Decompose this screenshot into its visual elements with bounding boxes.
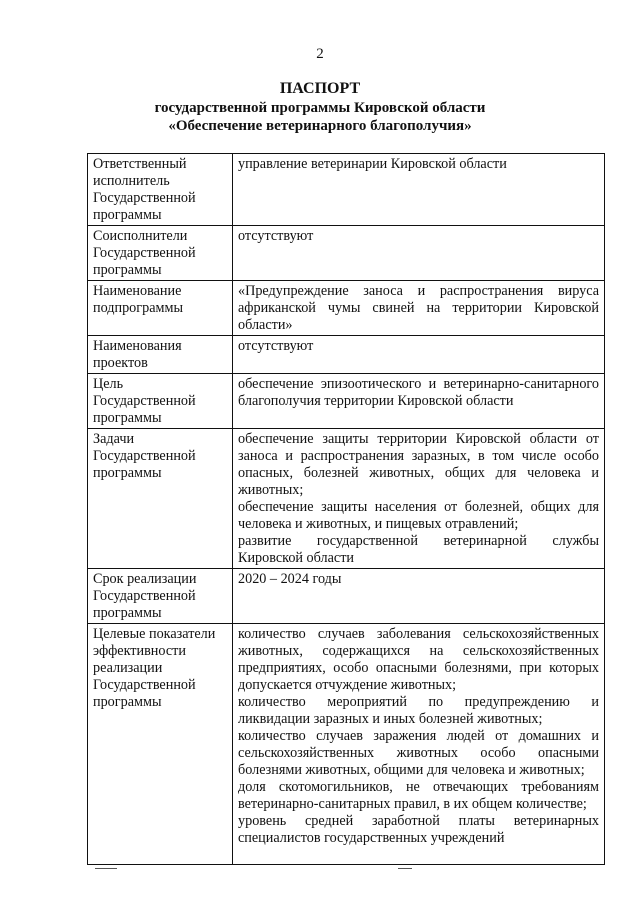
row-label: Задачи Государственной программы	[88, 429, 233, 569]
row-value-line: уровень средней заработной платы ветеринарных специалистов государственных учреждений	[238, 813, 599, 846]
row-value-line: «Предупреждение заноса и распространения вируса африканской чумы свиней на территории Кировской области»	[238, 283, 599, 333]
row-value-line: количество случаев заболевания сельскохозяйственных животных, содержащихся на сельскохозяйственных предприятиях, особо опасными болезнями, при которых допускается отчуждение животных;	[238, 626, 599, 693]
document-title	[0, 80, 640, 135]
row-label: Срок реализации Государственной программы	[88, 569, 233, 624]
row-value	[233, 154, 605, 226]
row-value	[233, 374, 605, 429]
row-value	[233, 624, 605, 865]
title-main: ПАСПОРТ	[279, 80, 361, 97]
row-value-line: отсутствуют	[238, 228, 314, 244]
table-row	[88, 336, 605, 374]
title-program-name: государственной программы Кировской области	[154, 100, 486, 116]
passport-table	[87, 153, 605, 865]
row-label: Цель Государственной программы	[88, 374, 233, 429]
row-value	[233, 226, 605, 281]
row-value-line: развитие государственной ветеринарной службы Кировской области	[238, 533, 599, 566]
row-value-line: обеспечение защиты территории Кировской области от заноса и распространения заразных, в том числе особо опасных, болезней животных, общих для человека и животных;	[238, 431, 599, 498]
row-value-line: обеспечение защиты населения от болезней, общих для человека и животных, и пищевых отравлений;	[238, 499, 599, 532]
row-value	[233, 429, 605, 569]
title-program-subject: «Обеспечение ветеринарного благополучия»	[168, 118, 472, 134]
table-row	[88, 281, 605, 336]
table-row	[88, 154, 605, 226]
row-value-line: 2020 – 2024 годы	[238, 571, 342, 587]
row-value-line: количество мероприятий по предупреждению и ликвидации заразных и иных болезней животных;	[238, 694, 599, 727]
row-value	[233, 569, 605, 624]
row-value-line: доля скотомогильников, не отвечающих требованиям ветеринарно-санитарных правил, в их общем количестве;	[238, 779, 599, 812]
table-row	[88, 429, 605, 569]
row-value	[233, 336, 605, 374]
row-label: Соисполнители Государственной программы	[88, 226, 233, 281]
table-row	[88, 624, 605, 865]
row-label: Целевые показатели эффективности реализации Государственной программы	[88, 624, 233, 865]
page-number: 2	[316, 46, 324, 62]
scan-mark-left	[95, 868, 117, 869]
row-label: Наименование подпрограммы	[88, 281, 233, 336]
row-label: Наименования проектов	[88, 336, 233, 374]
table-row	[88, 226, 605, 281]
scan-mark-right	[398, 868, 412, 869]
row-value	[233, 281, 605, 336]
table-row	[88, 374, 605, 429]
row-value-line: обеспечение эпизоотического и ветеринарно-санитарного благополучия территории Кировской области	[238, 376, 599, 409]
table-row	[88, 569, 605, 624]
row-value-line: количество случаев заражения людей от домашних и сельскохозяйственных животных особо опасными болезнями животных, общими для человека и животных;	[238, 728, 599, 778]
row-value-line: отсутствуют	[238, 338, 314, 354]
row-label: Ответственный исполнитель Государственной программы	[88, 154, 233, 226]
row-value-line: управление ветеринарии Кировской области	[238, 156, 507, 172]
